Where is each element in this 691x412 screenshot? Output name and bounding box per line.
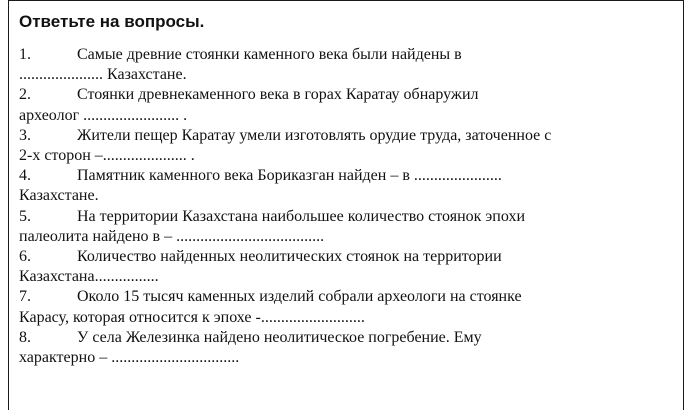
question-text: Памятник каменного века Бориказган найден – в ......................: [77, 167, 502, 185]
question-number: 5.: [19, 207, 31, 225]
question-text: Количество найденных неолитических стоянок на территории: [77, 248, 502, 266]
question-number: 7.: [19, 288, 31, 306]
question-line: [19, 328, 673, 348]
question-line: характерно – ................................: [19, 349, 240, 367]
question-line: 2-х сторон –..................... .: [19, 147, 195, 165]
question-line: [19, 287, 673, 307]
question-line: ..................... Казахстане.: [19, 66, 187, 84]
question-number: 3.: [19, 126, 31, 144]
question-5: [19, 207, 673, 247]
question-line: [19, 207, 673, 227]
question-text: Стоянки древнекаменного века в горах Каратау обнаружил: [77, 86, 479, 104]
question-line: [19, 45, 673, 65]
question-text: У села Железинка найдено неолитическое погребение. Ему: [77, 328, 482, 346]
question-text: Около 15 тысяч каменных изделий собрали археологи на стоянке: [77, 288, 522, 306]
question-line: археолог ........................ .: [19, 106, 188, 124]
question-number: 4.: [19, 167, 31, 185]
question-line: Казахстана................: [19, 268, 159, 286]
question-line: [19, 126, 673, 146]
question-number: 8.: [19, 328, 31, 346]
question-6: [19, 247, 673, 287]
question-number: 6.: [19, 248, 31, 266]
question-line: [19, 166, 673, 186]
question-list: [19, 45, 673, 368]
worksheet: [8, 0, 684, 410]
question-line: [19, 247, 673, 267]
question-number: 2.: [19, 86, 31, 104]
question-4: [19, 166, 673, 206]
question-text: Самые древние стоянки каменного века были найдены в: [77, 46, 462, 63]
question-7: [19, 287, 673, 327]
question-text: На территории Казахстана наибольшее количество стоянок эпохи: [77, 207, 526, 225]
question-text: Жители пещер Каратау умели изготовлять орудие труда, заточенное с: [77, 126, 552, 144]
question-number: 1.: [19, 46, 31, 63]
question-8: [19, 328, 673, 368]
question-line: [19, 85, 673, 105]
question-2: [19, 85, 673, 125]
question-3: [19, 126, 673, 166]
worksheet-title: Ответьте на вопросы.: [19, 12, 205, 31]
question-line: палеолита найдено в – .....................................: [19, 227, 325, 245]
question-line: Карасу, которая относится к эпохе -..........................: [19, 308, 365, 326]
question-line: Казахстане.: [19, 187, 99, 205]
question-1: [19, 45, 673, 85]
